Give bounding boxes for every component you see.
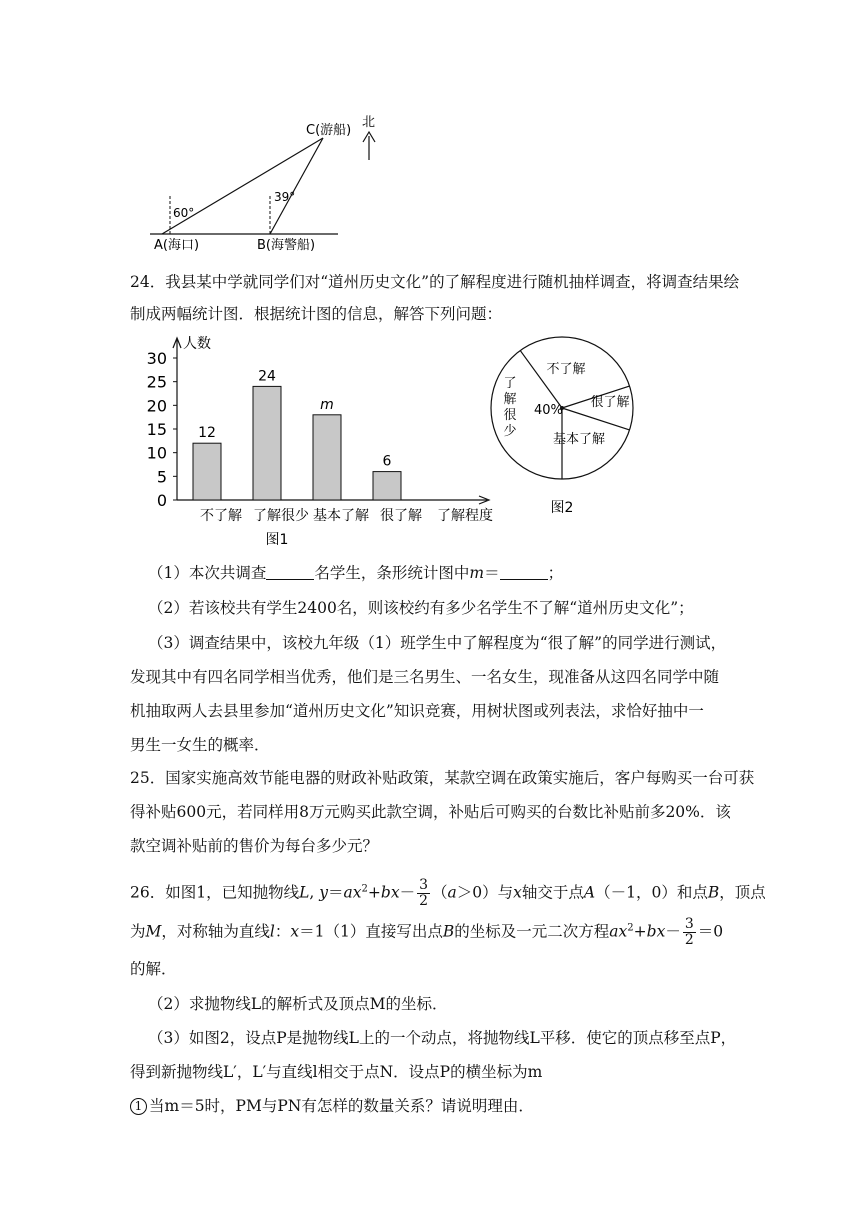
q26-l1-e: － <box>399 883 416 902</box>
circled-number: 1 <box>130 1098 147 1115</box>
q26-l1-ax: ax <box>343 883 362 902</box>
q26-part2: （2）求抛物线L的解析式及顶点M的坐标． <box>148 995 448 1013</box>
q26-l2-d: ＝1（1）直接写出点 <box>299 922 443 941</box>
q25-line2: 得补贴600元，若同样用8万元购买此款空调，补贴后可购买的台数比补贴前多20%．该 <box>130 803 731 821</box>
q26-l2-b: ，对称轴为直线 <box>161 922 270 941</box>
q24-p1-d: ； <box>547 564 564 582</box>
q26-l2-a: 为 <box>130 922 146 941</box>
pie-label-vertical-char: 很 <box>503 408 517 423</box>
pie-chart <box>482 335 642 525</box>
fraction-3-2-b <box>683 917 696 948</box>
q26-part3-line1: （3）如图2，设点P是抛物线L上的一个动点，将抛物线L平移．使它的顶点移至点P， <box>148 1029 737 1047</box>
x-tick-label: 很了解 <box>380 508 422 524</box>
pie-label-vertical-char: 了 <box>503 376 517 391</box>
q26-l1-i: （－1，0）和点 <box>595 883 708 902</box>
q26-l2-x: x <box>290 922 300 941</box>
angle-b: 39° <box>274 190 296 204</box>
frac-den: 2 <box>419 893 428 909</box>
q26-l1-b: , <box>309 883 320 902</box>
answer-blank-count <box>266 565 314 580</box>
pie-label-jibenliaojie: 基本了解 <box>552 432 606 447</box>
q26-l2-f: + <box>633 922 647 941</box>
x-tick-label: 了解很少 <box>253 508 309 524</box>
q26-l2-e: 的坐标及一元二次方程 <box>454 922 610 941</box>
q24-p1-a: （1）本次共调查 <box>148 564 267 582</box>
pie-label-vertical-char: 解 <box>503 392 517 407</box>
label-c: C(游船) <box>306 123 352 138</box>
q26-l2-bx: bx <box>646 922 666 941</box>
chart-caption: 图1 <box>265 532 289 548</box>
q24-part3-line4: 男生一女生的概率． <box>130 736 270 754</box>
q26-l1-g: ＞0）与 <box>456 883 514 902</box>
y-tick-label: 15 <box>146 420 167 439</box>
bar-3 <box>373 472 401 500</box>
q26-part3-line2: 得到新抛物线L′，L′与直线l相交于点N．设点P的横坐标为m <box>130 1063 543 1081</box>
y-axis-label: 人数 <box>183 336 211 352</box>
y-tick-label: 0 <box>156 491 167 510</box>
q26-l2-M: M <box>145 922 162 941</box>
geometry-figure <box>140 110 400 260</box>
y-tick-label: 30 <box>146 349 167 368</box>
q26-l2-ax: ax <box>609 922 628 941</box>
bar-chart <box>135 330 505 550</box>
pie-label-buliaojie: 不了解 <box>546 362 586 377</box>
q24-intro-line1: 24．我县某中学就同学们对“道州历史文化”的了解程度进行随机抽样调查，将调查结果绘 <box>130 273 740 291</box>
q26-l1-h: 轴交于点 <box>521 883 584 902</box>
bar-data-label: 24 <box>258 368 276 385</box>
q24-part3-line3: 机抽取两人去县里参加“道州历史文化”知识竞赛，用树状图或列表法，求恰好抽中一 <box>130 702 704 720</box>
q26-p4-text: 当m＝5时，PM与PN有怎样的数量关系？请说明理由． <box>149 1097 534 1115</box>
q26-l2-g: － <box>665 922 681 941</box>
answer-blank-m <box>500 565 548 580</box>
bar-data-label: 12 <box>198 425 216 442</box>
q26-l1-B: B <box>707 883 720 902</box>
q24-part2: （2）若该校共有学生2400名，则该校约有多少名学生不了解“道州历史文化”； <box>148 599 694 617</box>
y-tick-label: 10 <box>146 443 167 463</box>
bar-data-label: m <box>320 396 334 413</box>
angle-a: 60° <box>173 206 195 220</box>
label-a: A(海口) <box>154 238 200 253</box>
q24-part3-line2: 发现其中有四名同学相当优秀，他们是三名男生、一名女生，现准备从这四名同学中随 <box>130 668 720 686</box>
q25-line1: 25．国家实施高效节能电器的财政补贴政策，某款空调在政策实施后，客户每购买一台可获 <box>130 769 755 787</box>
q26-line2: 为M，对称轴为直线l：x＝1（1）直接写出点B的坐标及一元二次方程$ax^2+bx-$ $\frac{3}{2}$ ＝0 <box>130 916 724 948</box>
x-axis-label: 了解程度 <box>437 508 493 524</box>
q26-l2-h: ＝0 <box>697 922 724 941</box>
q26-l1-d: + <box>367 883 381 902</box>
pie-percent-label: 40% <box>534 403 563 418</box>
bar-data-label: 6 <box>382 453 392 470</box>
q26-l1-a2: a <box>447 883 457 902</box>
pie-label-henliaojie: 很了解 <box>590 395 630 410</box>
q26-line3: 的解． <box>130 960 177 978</box>
frac-num-b: 3 <box>684 916 694 932</box>
q26-l1-y: y <box>319 883 329 902</box>
x-tick-label: 不了解 <box>200 508 242 524</box>
y-tick-label: 5 <box>156 467 167 487</box>
side-bc <box>270 138 323 234</box>
q24-p1-b: 名学生，条形统计图中 <box>314 564 470 582</box>
q26-l1-x: x <box>513 883 522 902</box>
q26-l1-f: （ <box>432 883 448 902</box>
label-north: 北 <box>362 115 376 130</box>
frac-num: 3 <box>419 877 428 893</box>
pie-caption: 图2 <box>550 500 574 516</box>
q24-p1-c: ＝ <box>484 564 500 582</box>
pie-label-vertical-char: 少 <box>503 424 517 439</box>
q26-l2-B: B <box>442 922 455 941</box>
x-tick-label: 基本了解 <box>313 508 369 524</box>
q26-l1-c: ＝ <box>328 883 344 902</box>
frac-den-b: 2 <box>684 932 694 948</box>
q24-part3-line1: （3）调查结果中，该校九年级（1）班学生中了解程度为“很了解”的同学进行测试， <box>148 634 727 652</box>
q24-part1 <box>148 562 563 584</box>
q26-l2-c: ： <box>274 922 291 941</box>
q26-part4 <box>130 1095 534 1117</box>
q26-l1-j: ，顶点 <box>719 883 766 902</box>
q26-line1: 26．如图1，已知抛物线L, $y=ax^2+bx-$ $\frac{3}{2}$ （a＞0）与x轴交于点A（－1，0）和点B，顶点 <box>130 877 766 909</box>
y-tick-label: 20 <box>146 396 167 416</box>
q26-l1-L: L <box>299 883 310 902</box>
fraction-3-2 <box>417 878 430 909</box>
bar-1 <box>253 386 281 500</box>
q26-l1-A: A <box>583 883 596 902</box>
q26-l1-a: 26．如图1，已知抛物线 <box>130 883 300 902</box>
q26-l1-bx: bx <box>380 883 400 902</box>
q24-intro-line2: 制成两幅统计图．根据统计图的信息，解答下列问题： <box>130 305 503 323</box>
bar-0 <box>193 443 221 500</box>
q25-line3: 款空调补贴前的售价为每台多少元？ <box>130 837 379 855</box>
label-b: B(海警船) <box>257 238 316 253</box>
y-tick-label: 25 <box>146 372 167 392</box>
q24-p1-m: m <box>469 564 485 582</box>
bar-2 <box>313 415 341 500</box>
q26-l2-l: l <box>269 922 275 941</box>
